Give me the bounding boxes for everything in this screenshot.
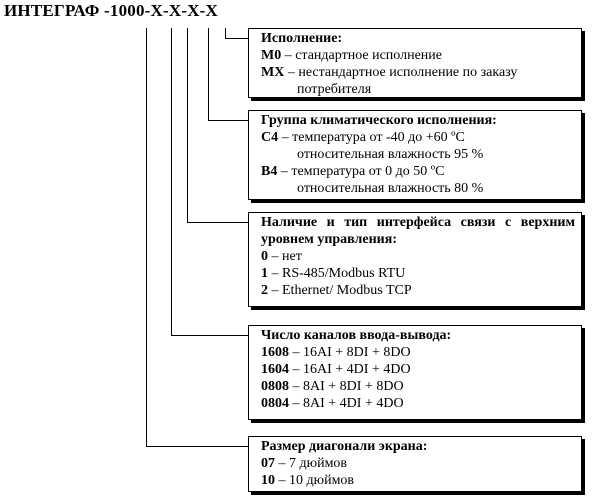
item-separator: – — [268, 266, 282, 281]
item-text: нет — [282, 249, 302, 264]
item-text: 7 дюймов — [289, 456, 348, 471]
item-text: 10 дюймов — [289, 473, 355, 488]
screen-box — [248, 436, 582, 492]
connector-execution — [226, 28, 249, 39]
item-code: 1604 — [261, 362, 289, 377]
item-separator: – — [289, 345, 303, 360]
execution-item-m0 — [261, 47, 575, 64]
channels-item-1608 — [261, 344, 575, 361]
connector-channels — [172, 28, 249, 336]
item-separator: – — [278, 130, 293, 145]
execution-item-mx — [261, 64, 575, 81]
item-text: 16AI + 8DI + 8DO — [303, 345, 411, 360]
item-separator: – — [275, 456, 289, 471]
item-text: температура от 0 до 50 ºС — [291, 164, 445, 179]
screen-item-07 — [261, 455, 575, 472]
climate-item-c4-continuation: относительная влажность 95 % — [297, 147, 484, 162]
connector-interface — [188, 28, 249, 223]
item-text: температура от -40 до +60 ºС — [292, 130, 465, 145]
item-text: 16AI + 4DI + 4DO — [303, 362, 411, 377]
item-code: С4 — [261, 130, 279, 145]
interface-item-1 — [261, 265, 575, 282]
model-code-title: ИНТЕГРАФ -1000-Х-Х-Х-Х — [4, 1, 219, 20]
item-code: МХ — [261, 65, 285, 80]
item-code: В4 — [261, 164, 278, 179]
connector-screen — [147, 28, 249, 447]
item-code: 0 — [261, 249, 268, 264]
item-separator: – — [268, 283, 282, 298]
item-separator: – — [275, 473, 289, 488]
screen-heading: Размер диагонали экрана: — [261, 439, 428, 454]
interface-box — [248, 212, 582, 307]
interface-heading: Наличие и тип интерфейса связи с верхним уровнем управления: — [261, 215, 575, 247]
item-text: нестандартное исполнение по заказу — [298, 65, 518, 80]
execution-box — [248, 28, 582, 98]
item-code: М0 — [261, 48, 282, 63]
climate-box — [248, 110, 582, 200]
interface-item-2 — [261, 282, 575, 299]
item-code: 1608 — [261, 345, 289, 360]
climate-item-c4 — [261, 129, 575, 146]
item-separator: – — [289, 362, 303, 377]
channels-heading: Число каналов ввода-вывода: — [261, 328, 452, 343]
climate-item-b4 — [261, 163, 575, 180]
channels-box — [248, 325, 582, 420]
item-text: стандартное исполнение — [295, 48, 442, 63]
item-code: 07 — [261, 456, 275, 471]
item-separator: – — [289, 396, 303, 411]
channels-item-0808 — [261, 378, 575, 395]
connector-climate — [209, 28, 249, 121]
interface-item-0 — [261, 248, 575, 265]
item-text: RS-485/Modbus RTU — [282, 266, 406, 281]
item-code: 10 — [261, 473, 275, 488]
item-text: 8AI + 8DI + 8DO — [303, 379, 404, 394]
item-code: 0804 — [261, 396, 289, 411]
item-code: 2 — [261, 283, 268, 298]
item-separator: – — [268, 249, 282, 264]
screen-item-10 — [261, 472, 575, 489]
item-text: 8AI + 4DI + 4DO — [303, 396, 404, 411]
execution-heading: Исполнение: — [261, 31, 343, 46]
execution-item-mx-continuation: потребителя — [297, 82, 372, 97]
item-separator: – — [281, 48, 296, 63]
climate-heading: Группа климатического исполнения: — [261, 113, 497, 128]
climate-item-b4-continuation: относительная влажность 80 % — [297, 181, 484, 196]
item-code: 0808 — [261, 379, 289, 394]
channels-item-1604 — [261, 361, 575, 378]
item-separator: – — [289, 379, 303, 394]
item-separator: – — [284, 65, 299, 80]
item-separator: – — [277, 164, 292, 179]
channels-item-0804 — [261, 395, 575, 412]
item-code: 1 — [261, 266, 268, 281]
item-text: Ethernet/ Modbus TCP — [282, 283, 412, 298]
